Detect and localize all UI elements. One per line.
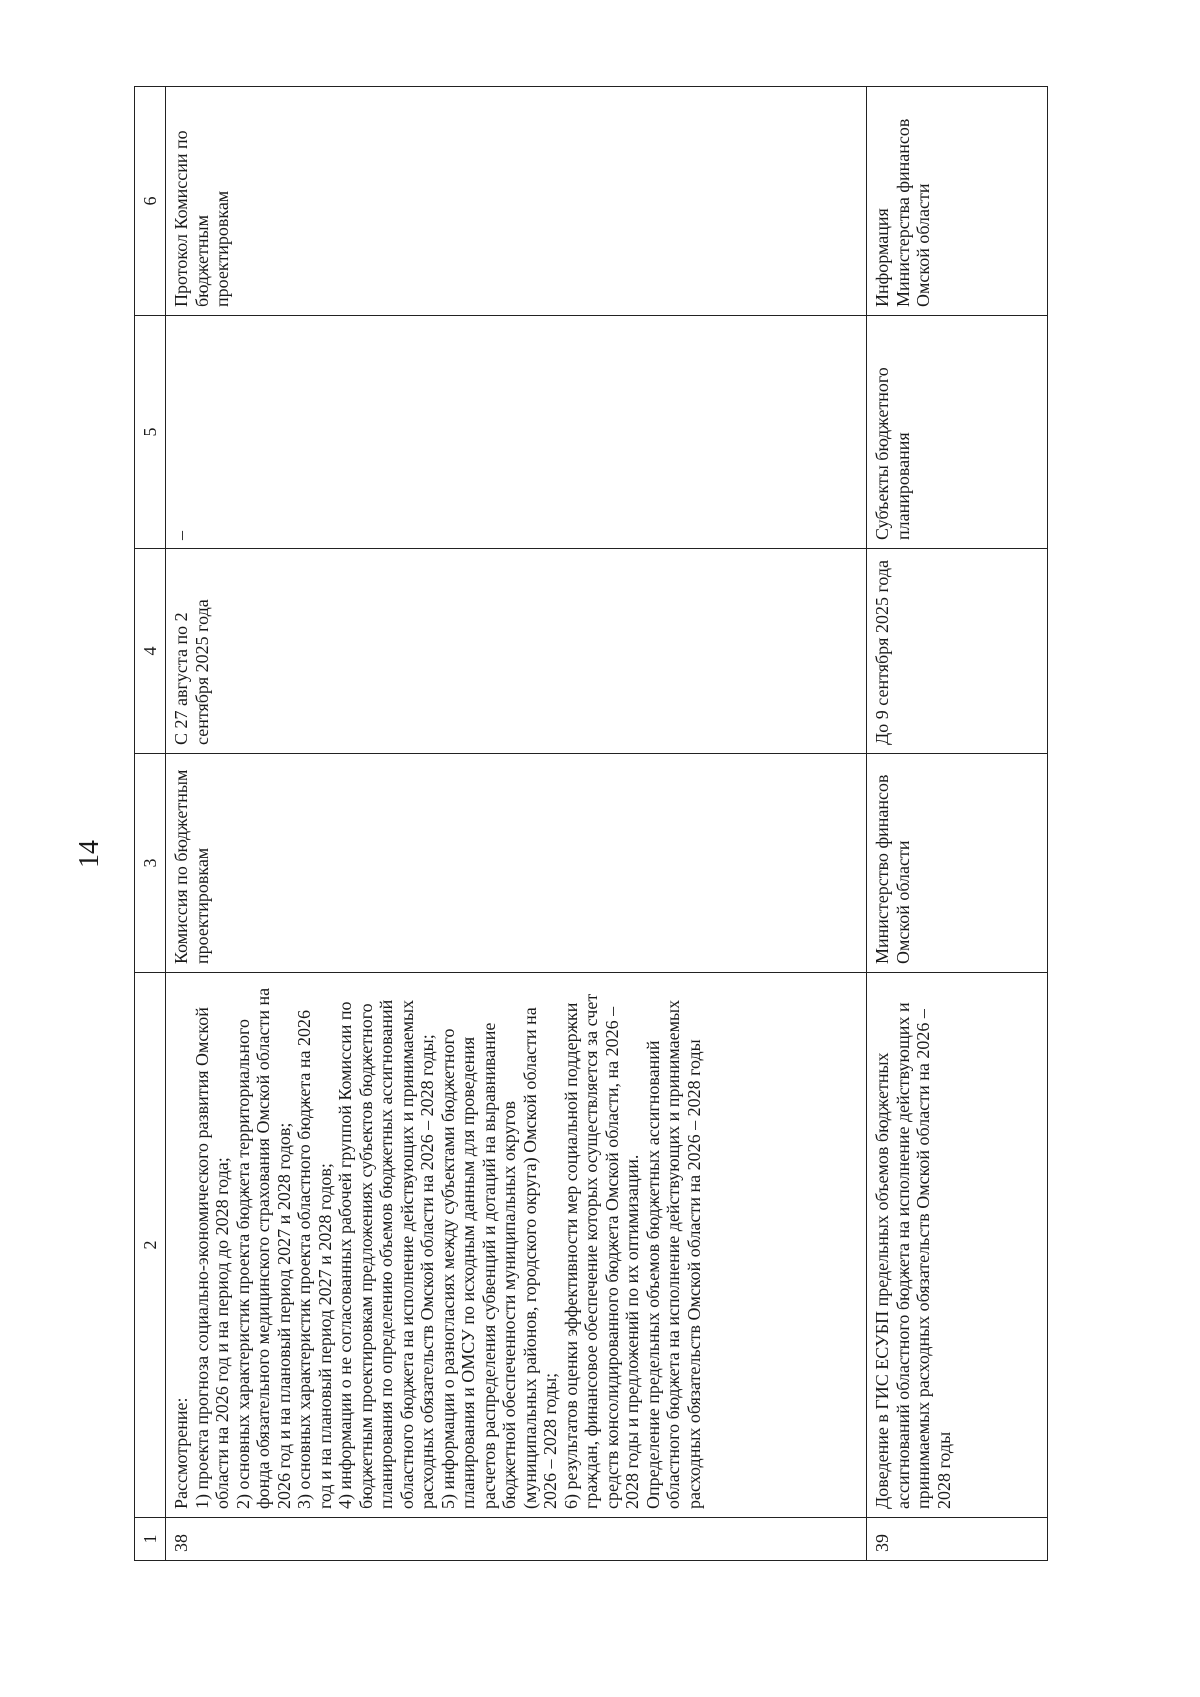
header-col-6: 6 xyxy=(135,87,166,316)
page-number: 14 xyxy=(74,840,105,868)
content-line: 3) основных характеристик проекта областного бюджета на 2026 год и на плановый период 2027 и 2028 годов; xyxy=(294,1009,335,1509)
schedule-table xyxy=(134,86,1048,1561)
content-line: Рассмотрение: xyxy=(171,1397,191,1509)
content-line: 5) информации о разногласиях между субъектами бюджетного планирования и ОМСУ по исходным данным для проведения расчетов распределения субвенций и дотаций на выравнивание бюджетной обеспеченности муниципальных округов (муниципальных районов, городского округа) Омской области на 2026 – 2028 годы; xyxy=(437,1007,560,1509)
row-result: Информация Министерства финансов Омской области xyxy=(867,87,1048,316)
header-col-5: 5 xyxy=(135,316,166,549)
table-header-row xyxy=(135,87,166,1561)
table-row xyxy=(166,87,867,1561)
row-result: Протокол Комиссии по бюджетным проектировкам xyxy=(166,87,867,316)
content-line: Доведение в ГИС ЕСУБП предельных объемов бюджетных ассигнований областного бюджета на исполнение действующих и принимаемых расходных обязательств Омской области на 2026 – 2028 годы xyxy=(872,1002,954,1509)
row-deadline: С 27 августа по 2 сентября 2025 года xyxy=(166,549,867,754)
content-line: 2) основных характеристик проекта бюджета территориального фонда обязательного медицинского страхования Омской области на 2026 год и на плановый период 2027 и 2028 годов; xyxy=(232,987,294,1509)
row-number: 39 xyxy=(867,1518,1048,1561)
header-col-3: 3 xyxy=(135,754,166,973)
row-number: 38 xyxy=(166,1518,867,1561)
row-deadline: До 9 сентября 2025 года xyxy=(867,549,1048,754)
content-line: 1) проекта прогноза социально-экономического развития Омской области на 2026 год и на период до 2028 года; xyxy=(191,1007,232,1509)
row-content xyxy=(166,973,867,1518)
row-content xyxy=(867,973,1048,1518)
content-line: 4) информации о не согласованных рабочей группой Комиссии по бюджетным проектировкам предложениях субъектов бюджетного планирования по определению объемов бюджетных ассигнований областного бюджета на исполнение действующих и принимаемых расходных обязательств Омской области на 2026 – 2028 годы; xyxy=(335,999,437,1509)
row-responsible: Комиссия по бюджетным проектировкам xyxy=(166,754,867,973)
header-col-4: 4 xyxy=(135,549,166,754)
row-responsible: Министерство финансов Омской области xyxy=(867,754,1048,973)
table-row xyxy=(867,87,1048,1561)
content-line: Определение предельных объемов бюджетных ассигнований областного бюджета на исполнение действующих и принимаемых расходных обязательств Омской области на 2026 – 2028 годы xyxy=(642,999,704,1509)
header-col-2: 2 xyxy=(135,973,166,1518)
row-participants: – xyxy=(166,316,867,549)
rotated-table-container xyxy=(134,118,1040,1561)
row-participants: Субъекты бюджетного планирования xyxy=(867,316,1048,549)
content-line: 6) результатов оценки эффективности мер социальной поддержки граждан, финансовое обеспечение которых осуществляется за счет средств консолидированного бюджета Омской области, на 2026 – 2028 годы и предложений по их оптимизации. xyxy=(560,993,642,1509)
header-col-1: 1 xyxy=(135,1518,166,1561)
